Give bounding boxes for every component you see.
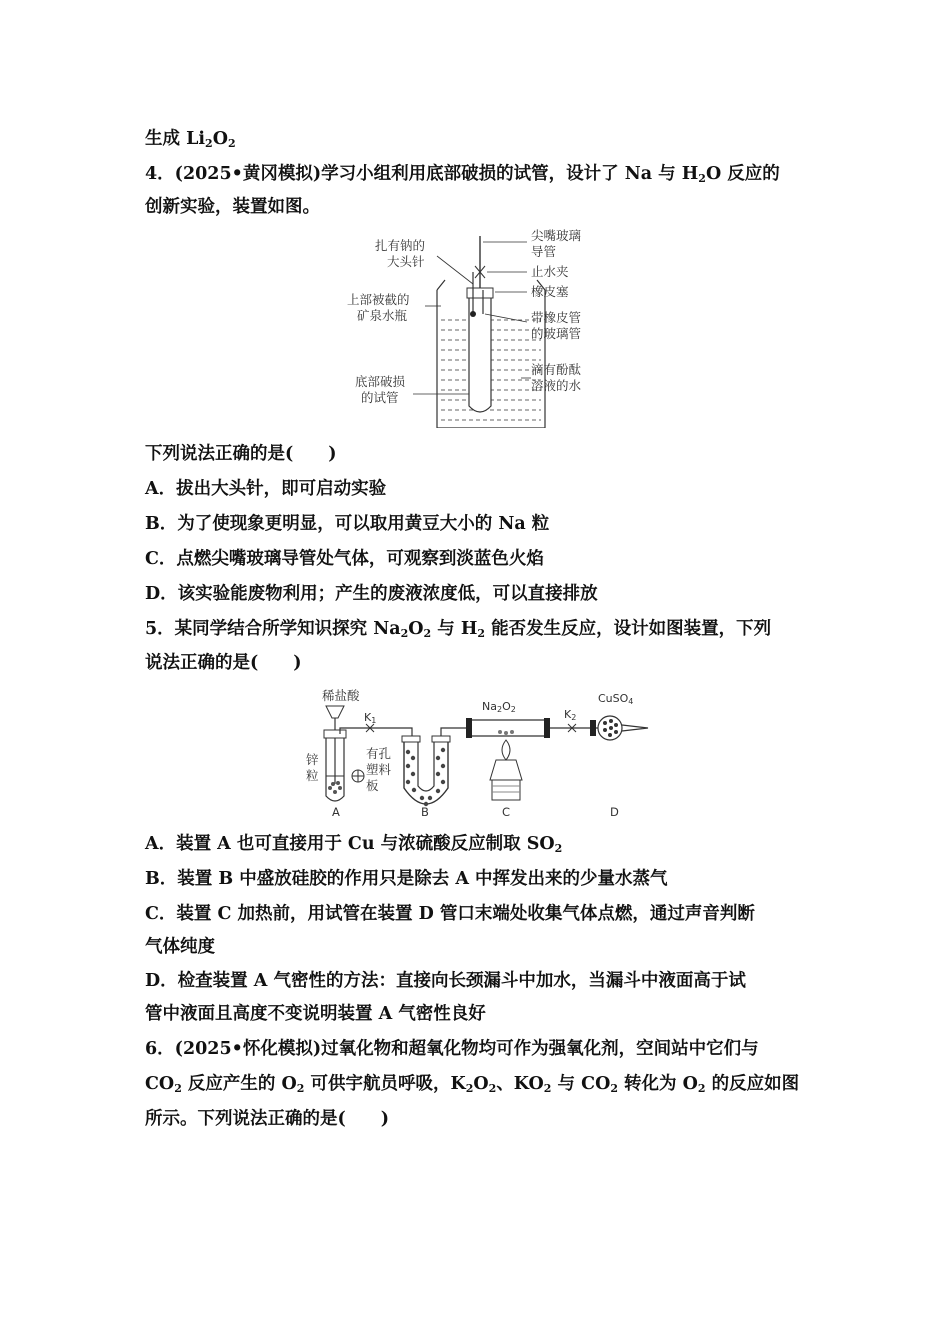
label-k1: K1 <box>364 711 377 725</box>
q4-option-b: B．为了使现象更明显，可以取用黄豆大小的 Na 粒 <box>145 514 550 534</box>
label-nozzle-1: 尖嘴玻璃 <box>531 228 582 243</box>
q5-option-d-line-2: 管中液面且高度不变说明装置 A 气密性良好 <box>145 1004 486 1024</box>
q4-line-1: 4．(2025•黄冈模拟)学习小组利用底部破损的试管，设计了 Na 与 $H_2O$ 反应的 <box>145 164 780 185</box>
label-letter-a: A <box>332 805 340 819</box>
q5-option-a: A．装置 A 也可直接用于 Cu 与浓硫酸反应制取 $SO_2$ <box>145 834 563 855</box>
q5-option-c-line-2: 气体纯度 <box>145 937 215 957</box>
label-clamp: 止水夹 <box>531 264 569 279</box>
label-stopper: 橡皮塞 <box>531 284 569 299</box>
label-plate-2: 塑料 <box>366 762 392 777</box>
label-hcl: 稀盐酸 <box>322 688 360 703</box>
label-water-1: 滴有酚酞 <box>531 362 582 377</box>
q4-line-2: 创新实验，装置如图。 <box>145 197 320 217</box>
q5-line-2: 说法正确的是( ) <box>145 653 302 673</box>
label-letter-b: B <box>421 805 429 819</box>
label-k2: K2 <box>564 708 577 722</box>
q4-option-d: D．该实验能废物利用；产生的废液浓度低，可以直接排放 <box>145 584 598 604</box>
label-pin-2: 大头针 <box>387 254 425 269</box>
q5-apparatus-figure <box>300 688 660 820</box>
label-cuso4: CuSO4 <box>598 692 634 706</box>
label-glass-1: 带橡皮管 <box>531 310 582 325</box>
q5-option-c-line-1: C．装置 C 加热前，用试管在装置 D 管口末端处收集气体点燃，通过声音判断 <box>145 904 755 924</box>
label-letter-d: D <box>610 805 619 819</box>
label-bottle-1: 上部被截的 <box>347 292 410 307</box>
label-tube-1: 底部破损 <box>355 374 406 389</box>
q4-option-c: C．点燃尖嘴玻璃导管处气体，可观察到淡蓝色火焰 <box>145 549 544 569</box>
label-na2o2: Na2O2 <box>482 700 516 714</box>
label-tube-2: 的试管 <box>361 390 399 405</box>
q6-line-2: $CO_2$ 反应产生的 $O_2$ 可供宇航员呼吸，$K_2O_2$、$KO_2$ 与 $CO_2$ 转化为 $O_2$ 的反应如图 <box>145 1074 800 1095</box>
label-glass-2: 的玻璃管 <box>531 326 582 341</box>
label-plate-3: 板 <box>366 778 379 793</box>
q4-apparatus-figure <box>345 228 615 428</box>
q4-option-a: A．拔出大头针，即可启动实验 <box>145 479 387 499</box>
q6-line-1: 6．(2025•怀化模拟)过氧化物和超氧化物均可作为强氧化剂，空间站中它们与 <box>145 1039 759 1059</box>
label-nozzle-2: 导管 <box>531 244 557 259</box>
q5-line-1: 5．某同学结合所学知识探究 $Na_2O_2$ 与 $H_2$ 能否发生反应，设计如图装置，下列 <box>145 619 772 640</box>
q5-option-b: B．装置 B 中盛放硅胶的作用只是除去 A 中挥发出来的少量水蒸气 <box>145 869 668 889</box>
label-letter-c: C <box>502 805 511 819</box>
label-plate-1: 有孔 <box>366 746 392 761</box>
q5-option-d-line-1: D．检查装置 A 气密性的方法：直接向长颈漏斗中加水，当漏斗中液面高于试 <box>145 971 746 991</box>
label-zinc-2: 粒 <box>306 768 319 783</box>
label-water-2: 溶液的水 <box>531 378 582 393</box>
label-pin-1: 扎有钠的 <box>375 238 426 253</box>
q6-line-3: 所示。下列说法正确的是( ) <box>145 1109 390 1129</box>
label-bottle-2: 矿泉水瓶 <box>357 308 408 323</box>
q4-stem: 下列说法正确的是( ) <box>145 444 337 464</box>
intro-line: 生成 $Li_2O_2$ <box>145 129 236 150</box>
label-zinc-1: 锌 <box>306 752 319 767</box>
